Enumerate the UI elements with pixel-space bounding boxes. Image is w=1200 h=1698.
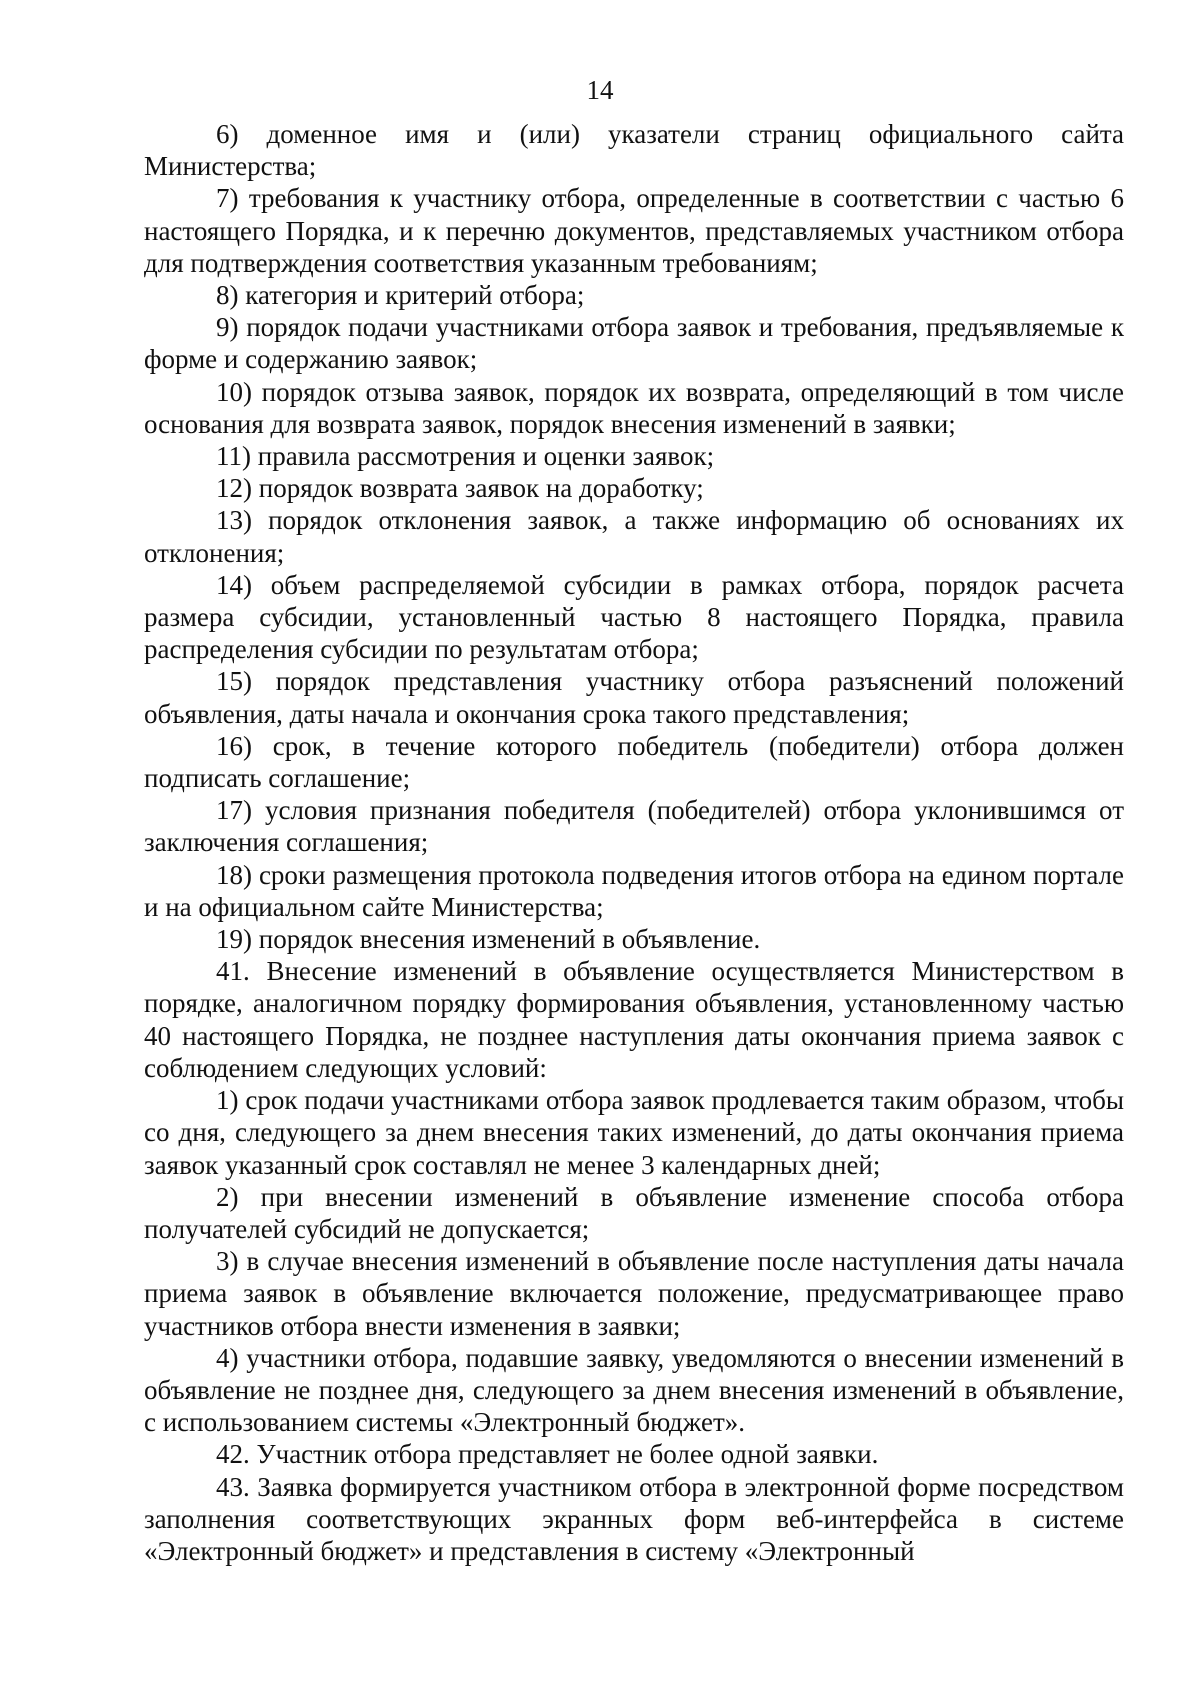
- paragraph-item-13: 13) порядок отклонения заявок, а также информацию об основаниях их отклонения;: [144, 505, 1124, 568]
- paragraph-item-7: 7) требования к участнику отбора, определенные в соответствии с частью 6 настоящего Порядка, и к перечню документов, представляемых участником отбора для подтверждения соответствия указанным требованиям;: [144, 183, 1124, 278]
- page-number: 14: [586, 75, 614, 105]
- paragraph-item-14: 14) объем распределяемой субсидии в рамках отбора, порядок расчета размера субсидии, установленный частью 8 настоящего Порядка, правила распределения субсидии по результатам отбора;: [144, 569, 1124, 665]
- paragraph-condition-4: 4) участники отбора, подавшие заявку, уведомляются о внесении изменений в объявление не позднее дня, следующего за днем внесения изменений в объявление, с использованием системы «Электронный бюджет».: [144, 1342, 1124, 1438]
- paragraph-section-41: 41. Внесение изменений в объявление осуществляется Министерством в порядке, аналогичном порядку формирования объявления, установленному частью 40 настоящего Порядка, не позднее наступления даты окончания приема заявок с соблюдением следующих условий:: [144, 956, 1124, 1083]
- paragraph-item-18: 18) сроки размещения протокола подведения итогов отбора на едином портале и на официальном сайте Министерства;: [144, 859, 1124, 922]
- paragraph-section-43: 43. Заявка формируется участником отбора в электронной форме посредством заполнения соответствующих экранных форм веб-интерфейса в системе «Электронный бюджет» и представления в систему «Электронный: [144, 1471, 1124, 1566]
- paragraph-section-42: 42. Участник отбора представляет не более одной заявки.: [216, 1439, 879, 1470]
- paragraph-item-9: 9) порядок подачи участниками отбора заявок и требования, предъявляемые к форме и содержанию заявок;: [144, 312, 1124, 375]
- paragraph-condition-1: 1) срок подачи участниками отбора заявок продлевается таким образом, чтобы со дня, следующего за днем внесения таких изменений, до даты окончания приема заявок указанный срок составлял не менее 3 календарных дней;: [144, 1085, 1124, 1180]
- document-body: [144, 118, 1124, 1567]
- paragraph-condition-3: 3) в случае внесения изменений в объявление после наступления даты начала приема заявок в объявление включается положение, предусматривающее право участников отбора внести изменения в заявки;: [144, 1246, 1124, 1341]
- paragraph-item-17: 17) условия признания победителя (победителей) отбора уклонившимся от заключения соглашения;: [144, 795, 1124, 858]
- paragraph-item-15: 15) порядок представления участнику отбора разъяснений положений объявления, даты начала и окончания срока такого представления;: [144, 666, 1124, 729]
- paragraph-condition-2: 2) при внесении изменений в объявление изменение способа отбора получателей субсидий не допускается;: [144, 1181, 1124, 1244]
- paragraph-item-10: 10) порядок отзыва заявок, порядок их возврата, определяющий в том числе основания для возврата заявок, порядок внесения изменений в заявки;: [144, 376, 1124, 439]
- paragraph-item-16: 16) срок, в течение которого победитель (победители) отбора должен подписать соглашение;: [144, 730, 1124, 794]
- paragraph-item-19: 19) порядок внесения изменений в объявление.: [216, 924, 761, 955]
- paragraph-item-6: 6) доменное имя и (или) указатели страниц официального сайта Министерства;: [144, 119, 1124, 182]
- paragraph-item-12: 12) порядок возврата заявок на доработку;: [216, 473, 704, 504]
- paragraph-item-8: 8) категория и критерий отбора;: [216, 280, 585, 311]
- paragraph-item-11: 11) правила рассмотрения и оценки заявок;: [216, 441, 715, 472]
